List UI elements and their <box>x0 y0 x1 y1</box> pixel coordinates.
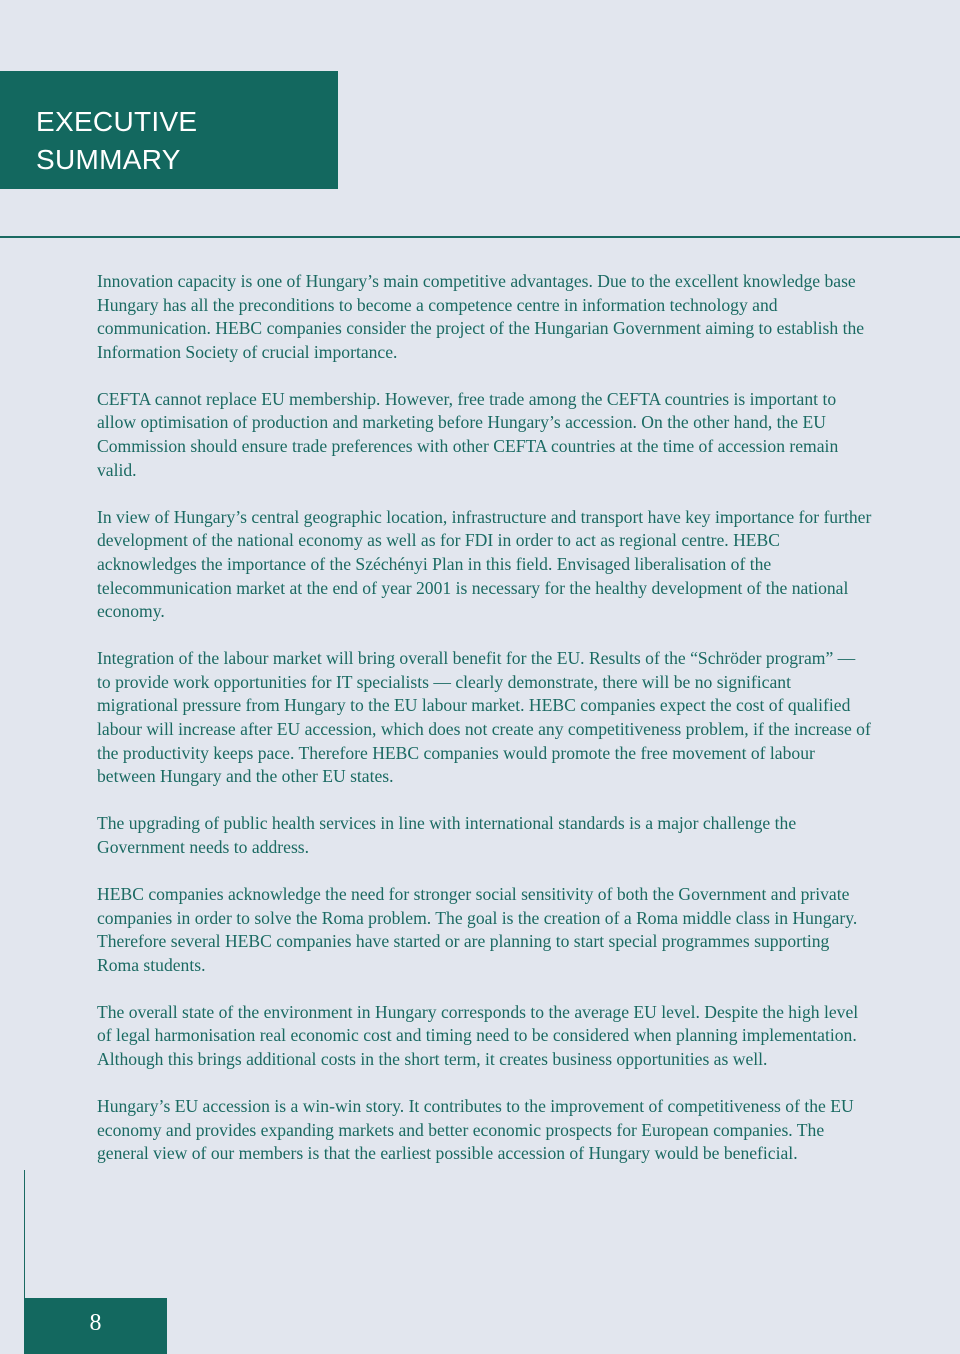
page-number-box <box>24 1298 167 1354</box>
section-title-line-2: SUMMARY <box>36 144 181 175</box>
horizontal-divider <box>0 236 960 238</box>
vertical-divider <box>24 1170 25 1300</box>
paragraph-accession: Hungary’s EU accession is a win-win story. It contributes to the improvement of competitiveness of the EU economy and provides expanding markets and better economic prospects for European companies. The general view of our members is that the earliest possible accession of Hungary would be beneficial. <box>97 1096 854 1164</box>
paragraph-innovation: Innovation capacity is one of Hungary’s main competitive advantages. Due to the excellent knowledge base Hungary has all the preconditions to become a competence centre in information technology and communication. HEBC companies consider the project of the Hungarian Government aiming to establish the Information Society of crucial importance. <box>97 271 865 362</box>
paragraph-environment: The overall state of the environment in Hungary corresponds to the average EU level. Despite the high level of legal harmonisation real economic cost and timing need to be considered when planning implementation. Although this brings additional costs in the short term, it creates business opportunities as well. <box>97 1001 859 1070</box>
page-number: 8 <box>89 1310 102 1336</box>
paragraph-public-health: The upgrading of public health services in line with international standards is a major challenge the Government needs to address. <box>97 813 797 857</box>
paragraph-infrastructure: In view of Hungary’s central geographic location, infrastructure and transport have key importance for further development of the national economy as well as for FDI in order to act as regional centre. HEBC acknowledges the importance of the Széchényi Plan in this field. Envisaged liberalisation of the telecommunication market at the end of year 2001 is necessary for the healthy development of the national economy. <box>97 506 872 622</box>
paragraph-cefta: CEFTA cannot replace EU membership. However, free trade among the CEFTA countries is important to allow optimisation of production and marketing before Hungary’s accession. On the other hand, the EU Commission should ensure trade preferences with other CEFTA countries at the time of accession remain valid. <box>97 388 839 480</box>
paragraph-roma: HEBC companies acknowledge the need for stronger social sensitivity of both the Government and private companies in order to solve the Roma problem. The goal is the creation of a Roma middle class in Hungary. Therefore several HEBC companies have started or are planning to start special programmes supporting Roma students. <box>97 883 858 975</box>
paragraph-labour-market: Integration of the labour market will bring overall benefit for the EU. Results of the “Schröder program” — to provide work opportunities for IT specialists — clearly demonstrate, there will be no significant migrational pressure from Hungary to the EU labour market. HEBC companies expect the cost of qualified labour will increase after EU accession, which does not create any competitiveness problem, if the increase of the productivity keeps pace. Therefore HEBC companies would promote the free movement of labour between Hungary and the other EU states. <box>97 648 871 787</box>
section-title-line-1: EXECUTIVE <box>36 106 198 137</box>
section-title <box>36 103 197 179</box>
summary-body <box>97 270 872 1189</box>
